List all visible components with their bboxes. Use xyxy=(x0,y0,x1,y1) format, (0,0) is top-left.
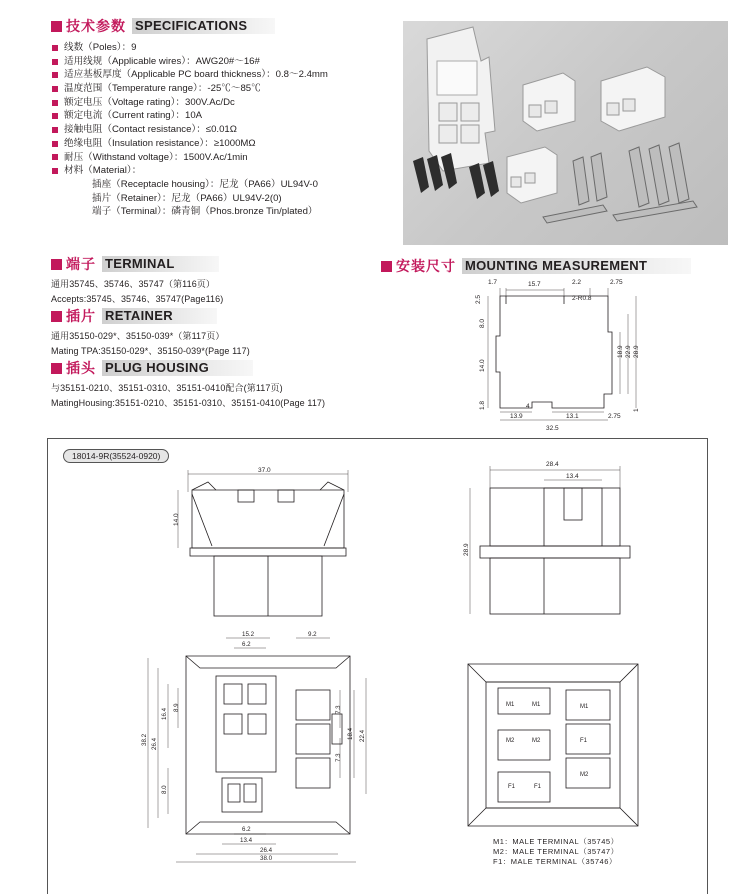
product-photo xyxy=(403,21,728,245)
spec-item: 温度范围（Temperature range）：-25℃～85℃ xyxy=(52,82,328,96)
rear-label-m2-a: M2 xyxy=(506,738,515,744)
mount-dim-15-7: 15.7 xyxy=(528,281,541,288)
spec-item: 材料（Material）： xyxy=(52,164,328,178)
bullet-icon xyxy=(52,72,58,78)
bottom-dim-top1: 15.2 xyxy=(242,631,255,638)
retainer-line-en: Mating TPA:35150-029*、35150-039*(Page 117) xyxy=(51,346,250,356)
mount-dim-1-7: 1.7 xyxy=(488,279,498,286)
side-view-drawing xyxy=(446,458,656,622)
mount-dim-22-9: 22.9 xyxy=(625,345,632,358)
front-height-dim: 14.0 xyxy=(173,513,180,526)
bottom-dim-bot3: 26.4 xyxy=(260,847,273,854)
front-view-drawing xyxy=(168,462,368,622)
bottom-dim-top2: 6.2 xyxy=(242,641,251,648)
square-bullet-icon xyxy=(51,311,62,322)
spec-item: 耐压（Withstand voltage）：1500V.Ac/1min xyxy=(52,151,328,165)
mount-dim-1: 1 xyxy=(633,408,640,412)
square-bullet-icon xyxy=(51,259,62,270)
side-width-dim: 28.4 xyxy=(546,461,559,468)
terminal-image xyxy=(543,143,697,223)
rear-label-f1-c: F1 xyxy=(580,738,588,744)
bottom-dim-left4: 8.9 xyxy=(173,703,180,712)
bottom-dim-left5: 8.0 xyxy=(161,785,168,794)
specifications-title-en: SPECIFICATIONS xyxy=(132,18,275,34)
square-bullet-icon xyxy=(51,363,62,374)
plug-housing-title-en: PLUG HOUSING xyxy=(102,360,253,376)
bottom-dim-right2: 7.3 xyxy=(335,753,342,762)
mount-dim-1-8: 1.8 xyxy=(479,400,486,410)
spec-item: 接触电阻（Contact resistance）：≤0.01Ω xyxy=(52,123,328,137)
mount-dim-2-2: 2.2 xyxy=(572,279,582,286)
bullet-icon xyxy=(52,45,58,51)
spec-item: 适用线规（Applicable wires）：AWG20#～16# xyxy=(52,55,328,69)
bullet-icon xyxy=(52,127,58,133)
terminal-title-en: TERMINAL xyxy=(102,256,219,272)
mounting-title-en: MOUNTING MEASUREMENT xyxy=(462,258,691,274)
bottom-dim-bot4: 38.0 xyxy=(260,855,273,862)
bullet-icon xyxy=(52,113,58,119)
receptacle-housing-image xyxy=(427,27,495,171)
specifications-heading xyxy=(51,18,275,34)
spec-item: 适应基板厚度（Applicable PC board thickness）：0.8～2.4mm xyxy=(52,68,328,82)
rear-label-m1-a: M1 xyxy=(506,702,515,708)
plug-housing-title-cn: 插头 xyxy=(66,360,96,376)
bullet-icon xyxy=(52,141,58,147)
bottom-dim-right1: 7.3 xyxy=(335,705,342,714)
bullet-icon xyxy=(52,86,58,92)
rear-label-m1-b: M1 xyxy=(532,702,541,708)
front-width-dim: 37.0 xyxy=(258,467,271,474)
spec-item: 额定电压（Voltage rating）：300V.Ac/Dc xyxy=(52,96,328,110)
side-inner-dim: 13.4 xyxy=(566,473,579,480)
mounting-heading xyxy=(381,258,691,274)
rear-label-f1-a: F1 xyxy=(508,784,516,790)
retainer-title-en: RETAINER xyxy=(102,308,217,324)
bottom-dim-left1: 38.2 xyxy=(141,733,148,746)
terminal-title-cn: 端子 xyxy=(66,256,96,272)
retainer-title-cn: 插片 xyxy=(66,308,96,324)
rear-label-m2-b: M2 xyxy=(532,738,541,744)
mount-dim-32-5: 32.5 xyxy=(546,425,559,432)
rear-label-m2-c: M2 xyxy=(580,772,589,778)
terminal-line-cn: 通用35745、35746、35747（第116页） xyxy=(51,279,216,289)
legend-m1: M1：MALE TERMINAL（35745） xyxy=(493,837,619,846)
mount-dim-4: 4 xyxy=(526,403,530,410)
mount-dim-13-1: 13.1 xyxy=(566,413,579,420)
spec-item: 线数（Poles）：9 xyxy=(52,41,328,55)
bullet-icon xyxy=(52,100,58,106)
plug-housing-line-en: MatingHousing:35151-0210、35151-0310、35151-0410(Page 117) xyxy=(51,398,326,408)
mount-dim-2-75-bottom: 2.75 xyxy=(608,413,621,420)
terminal-heading xyxy=(51,256,219,272)
mount-dim-r0-8: 2-R0.8 xyxy=(572,295,592,302)
mount-dim-14-0: 14.0 xyxy=(479,359,486,372)
mounting-drawing xyxy=(470,274,650,434)
bottom-dim-right3: 18.4 xyxy=(347,727,354,740)
mount-dim-28-9: 28.9 xyxy=(633,345,640,358)
bottom-dim-bot2: 13.4 xyxy=(240,837,253,844)
bullet-icon xyxy=(52,59,58,65)
bottom-view-drawing xyxy=(136,628,396,864)
plug-housing-heading xyxy=(51,360,253,376)
spec-item: 额定电流（Current rating）：10A xyxy=(52,109,328,123)
legend-f1: F1：MALE TERMINAL（35746） xyxy=(493,857,617,866)
mount-dim-2-75-top: 2.75 xyxy=(610,279,623,286)
bullet-icon xyxy=(52,168,58,174)
part-number-tag: 18014-9R(35524-0920) xyxy=(63,449,169,463)
material-item: 插座（Receptacle housing）：尼龙（PA66）UL94V-0 xyxy=(92,178,318,190)
terminal-line-en: Accepts:35745、35746、35747(Page116) xyxy=(51,294,224,304)
bottom-dim-bot1: 6.2 xyxy=(242,826,251,833)
specifications-title-cn: 技术参数 xyxy=(66,18,126,34)
bottom-dim-left3: 16.4 xyxy=(161,707,168,720)
mount-dim-13-9: 13.9 xyxy=(510,413,523,420)
bottom-dim-top3: 9.2 xyxy=(308,631,317,638)
rear-label-f1-b: F1 xyxy=(534,784,542,790)
legend-m2: M2：MALE TERMINAL（35747） xyxy=(493,847,619,856)
bullet-icon xyxy=(52,154,58,160)
material-item: 端子（Terminal）：磷青铜（Phos.bronze Tin/plated） xyxy=(92,206,318,218)
bottom-dim-left2: 26.4 xyxy=(151,737,158,750)
side-height-dim: 28.9 xyxy=(463,543,470,556)
plug-housing-line-cn: 与35151-0210、35151-0310、35151-0410配合(第117页) xyxy=(51,383,283,393)
rear-view-drawing xyxy=(462,660,646,830)
rear-label-m1-c: M1 xyxy=(580,704,589,710)
square-bullet-icon xyxy=(51,21,62,32)
mounting-title-cn: 安装尺寸 xyxy=(396,258,456,274)
material-item: 插片（Retainer）：尼龙（PA66）UL94V-2(0) xyxy=(92,192,282,204)
retainer-line-cn: 通用35150-029*、35150-039*（第117页） xyxy=(51,331,225,341)
bottom-dim-right4: 22.4 xyxy=(359,729,366,742)
mount-dim-2-5: 2.5 xyxy=(475,294,482,304)
mount-dim-8-0: 8.0 xyxy=(479,318,486,328)
retainer-heading xyxy=(51,308,217,324)
square-bullet-icon xyxy=(381,261,392,272)
spec-item: 绝缘电阻（Insulation resistance）：≥1000MΩ xyxy=(52,137,328,151)
specifications-list xyxy=(52,41,328,219)
mount-dim-18-9: 18.9 xyxy=(617,345,624,358)
